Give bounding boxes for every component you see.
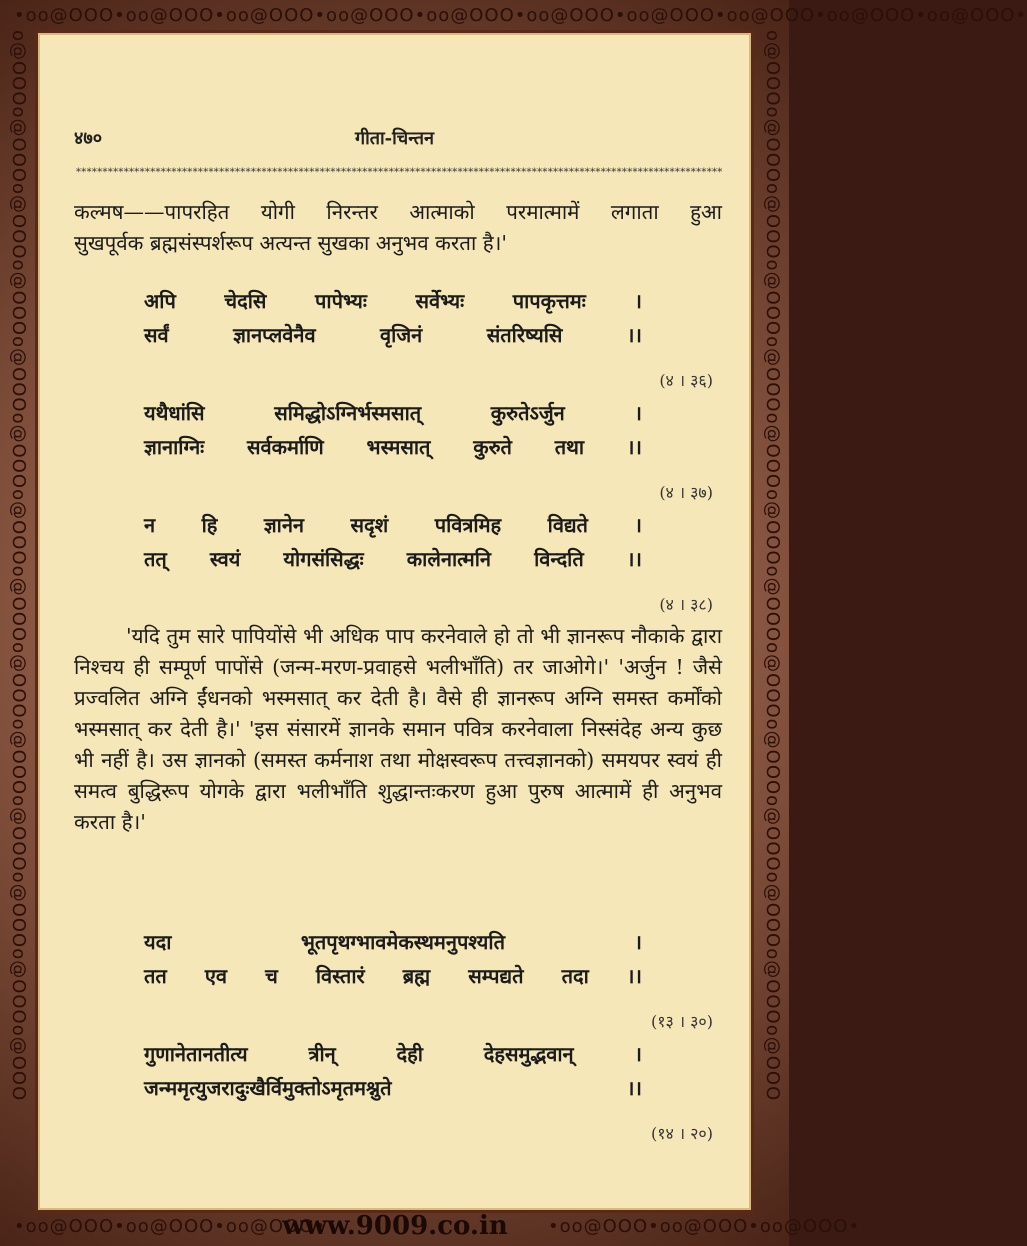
verse-5-line-1: गुणानेतानतीत्य त्रीन् देही देहसमुद्भवान् । xyxy=(144,1042,642,1066)
intro-line-1: कल्मष——पापरहित योगी निरन्तर आत्माको परमात्मामें लगाता हुआ xyxy=(74,200,722,224)
page-number: ४७० xyxy=(74,128,103,149)
bottom-right-border-ornament: •oo@OOO•oo@OOO•oo@OOO• xyxy=(548,1216,861,1237)
right-border-ornament: o@OOOo@OOOo@OOOo@OOOo@OOOo@OOOo@OOOo@OOOo@OOOo@OOOo@OOOo@OOOo@OOOo@OOO xyxy=(762,30,783,1102)
intro-paragraph xyxy=(74,197,722,259)
verse-4-line-1: यदा भूतपृथग्भावमेकस्थमनुपश्यति । xyxy=(144,930,642,954)
verse-1-reference: (४ । ३६) xyxy=(659,371,713,390)
book-page xyxy=(38,33,751,1210)
page-title: गीता-चिन्तन xyxy=(354,128,435,149)
verse-1-line-2: सर्वं ज्ञानप्लवेनैव वृजिनं संतरिष्यसि ।। xyxy=(144,323,642,347)
verse-1-line-1: अपि चेदसि पापेभ्यः सर्वेभ्यः पापकृत्तमः । xyxy=(144,289,642,313)
intro-line-2: सुखपूर्वक ब्रह्मसंस्पर्शरूप अत्यन्त सुखका अनुभव करता है।' xyxy=(74,231,508,255)
verse-2-line-2: ज्ञानाग्निः सर्वकर्माणि भस्मसात् कुरुते तथा ।। xyxy=(144,435,642,459)
verse-4-reference: (१३ । ३०) xyxy=(650,1012,713,1031)
verse-5-reference: (१४ । २०) xyxy=(650,1124,713,1143)
verse-4-line-2: तत एव च विस्तारं ब्रह्म सम्पद्यते तदा ।। xyxy=(144,964,642,988)
verse-3-line-2: तत् स्वयं योगसंसिद्धः कालेनात्मनि विन्दति ।। xyxy=(144,547,642,571)
verse-3-line-1: न हि ज्ञानेन सदृशं पवित्रमिह विद्यते । xyxy=(144,513,642,537)
verse-3-reference: (४ । ३८) xyxy=(659,595,713,614)
header-separator: ************************************************************************************************************************** xyxy=(76,167,723,178)
verse-2-reference: (४ । ३७) xyxy=(659,483,713,502)
verse-2-line-1: यथैधांसि समिद्धोऽग्निर्भस्मसात् कुरुतेऽर्जुन । xyxy=(144,401,642,425)
page-header xyxy=(38,126,751,156)
website-watermark: www.9009.co.in xyxy=(282,1211,508,1241)
explanation-paragraph: 'यदि तुम सारे पापियोंसे भी अधिक पाप करनेवाले हो तो भी ज्ञानरूप नौकाके द्वारा निश्चय ही सम्पूर्ण पापोंसे (जन्म-मरण-प्रवाहसे भलीभाँति) तर जाओगे।' 'अर्जुन ! जैसे प्रज्वलित अग्नि ईंधनको भस्मसात् कर देती है। वैसे ही ज्ञानरूप अग्नि समस्त कर्मोंको भस्मसात् कर देती है।' 'इस संसारमें ज्ञानके समान पवित्र करनेवाला निस्संदेह अन्य कुछ भी नहीं है। उस ज्ञानको (समस्त कर्मनाश तथा मोक्षस्वरूप तत्त्वज्ञानको) समयपर स्वयं ही समत्व बुद्धिरूप योगके द्वारा भलीभाँति शुद्धान्तःकरण हुआ पुरुष आत्मामें ही अनुभव करता है।' xyxy=(74,624,722,834)
verse-5-line-2: जन्ममृत्युजरादुःखैर्विमुक्तोऽमृतमश्नुते ।। xyxy=(144,1076,642,1100)
left-border-ornament: o@OOOo@OOOo@OOOo@OOOo@OOOo@OOOo@OOOo@OOOo@OOOo@OOOo@OOOo@OOOo@OOOo@OOO xyxy=(8,30,29,1102)
bottom-left-border-ornament: •oo@OOO•oo@OOO•oo@OOO• xyxy=(14,1216,327,1237)
top-border-ornament: •oo@OOO•oo@OOO•oo@OOO•oo@OOO•oo@OOO•oo@OOO•oo@OOO•oo@OOO•oo@OOO•oo@OOO• xyxy=(14,5,1027,26)
